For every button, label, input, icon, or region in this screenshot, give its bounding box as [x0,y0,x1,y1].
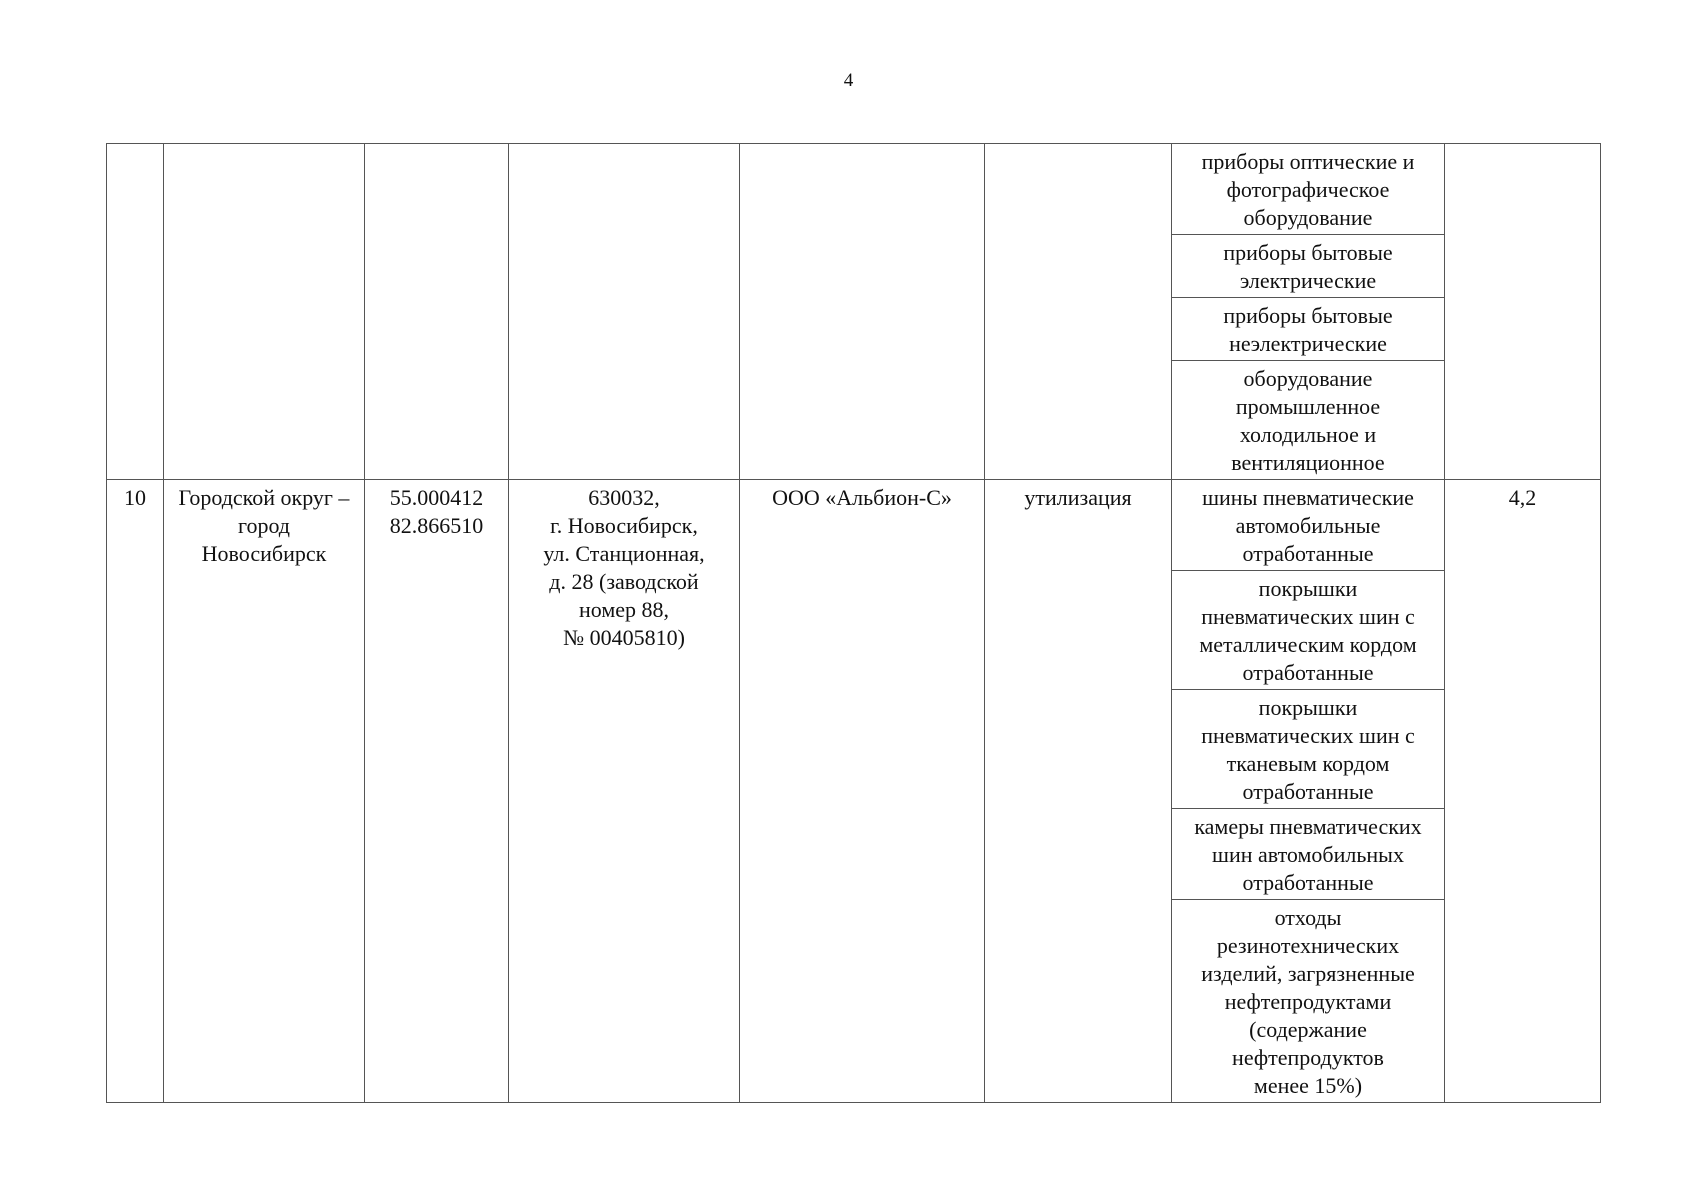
capacity-cell: 4,2 [1445,480,1601,1103]
waste-type-cell: приборы оптические и фотографическое оборудование [1172,144,1445,235]
coordinates-cell: 55.000412 82.866510 [365,480,509,1103]
number-cell: 10 [107,480,164,1103]
facilities-table [106,143,1601,1103]
number-cell [107,144,164,480]
activity-cell: утилизация [985,480,1172,1103]
capacity-cell [1445,144,1601,480]
coordinates-cell [365,144,509,480]
municipality-cell [164,144,365,480]
waste-type-cell: приборы бытовые электрические [1172,235,1445,298]
waste-type-cell: шины пневматические автомобильные отработанные [1172,480,1445,571]
page-number: 4 [843,70,854,91]
operator-cell: ООО «Альбион-С» [740,480,985,1103]
waste-type-cell: покрышки пневматических шин с тканевым кордом отработанные [1172,690,1445,809]
waste-type-cell: оборудование промышленное холодильное и вентиляционное [1172,361,1445,480]
address-cell: 630032, г. Новосибирск, ул. Станционная, д. 28 (заводской номер 88, № 00405810) [509,480,740,1103]
waste-type-cell: отходы резинотехнических изделий, загрязненные нефтепродуктами (содержание нефтепродуктов менее 15%) [1172,900,1445,1103]
waste-type-cell: приборы бытовые неэлектрические [1172,298,1445,361]
municipality-cell: Городской округ – город Новосибирск [164,480,365,1103]
address-cell [509,144,740,480]
activity-cell [985,144,1172,480]
table-row [107,144,1601,235]
waste-type-cell: камеры пневматических шин автомобильных отработанные [1172,809,1445,900]
waste-type-cell: покрышки пневматических шин с металлическим кордом отработанные [1172,571,1445,690]
operator-cell [740,144,985,480]
table-row [107,480,1601,571]
